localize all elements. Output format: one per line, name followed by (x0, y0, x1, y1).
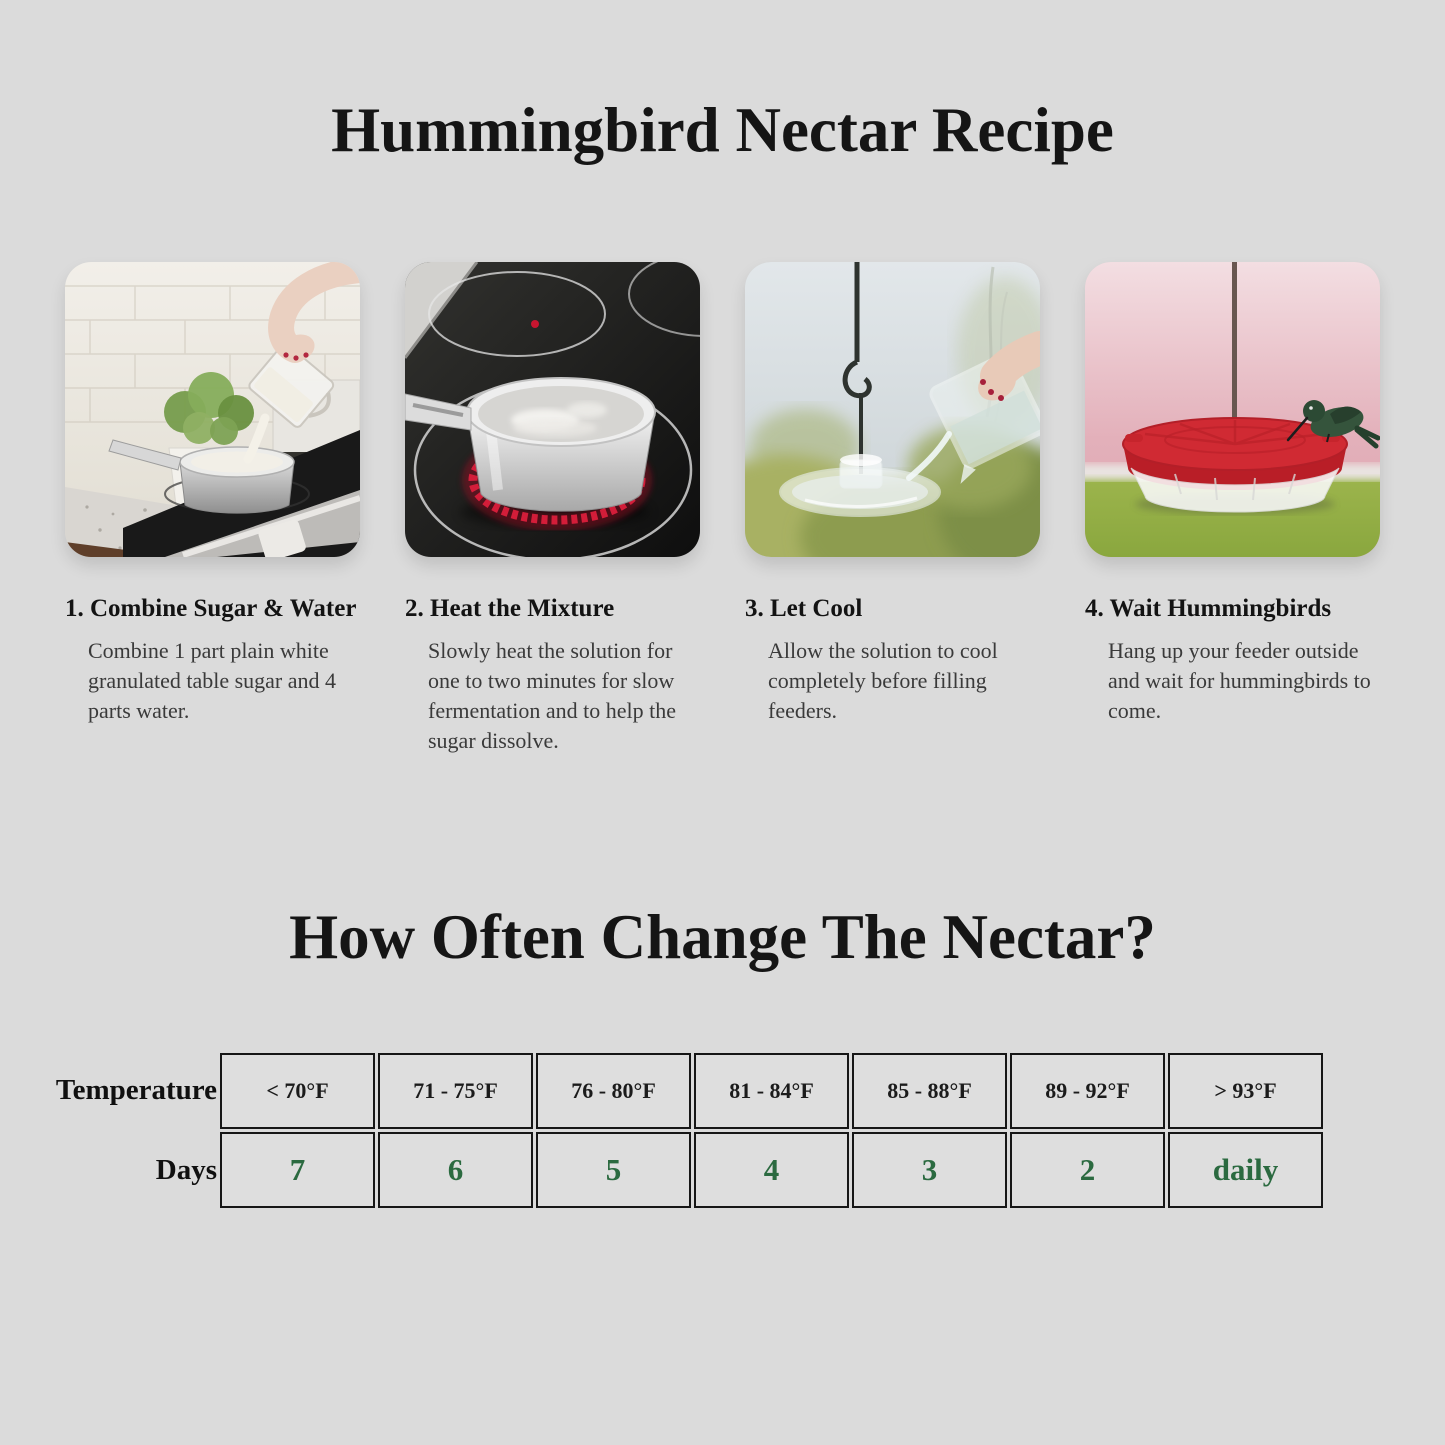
step-4-photo-wait-hummingbirds (1085, 262, 1380, 557)
hanger-rod (1232, 262, 1237, 430)
step-4 (1085, 262, 1380, 756)
step-description: Slowly heat the solution for one to two minutes for slow fermentation and to help the sugar dissolve. (428, 638, 677, 753)
row-label-days: Days (155, 1153, 217, 1186)
step-1-photo-combine-sugar-water (65, 262, 360, 557)
temperature-cell: 71 - 75°F (378, 1053, 533, 1129)
section-title: How Often Change The Nectar? (289, 902, 1156, 972)
temperature-row (220, 1053, 1323, 1129)
schedule-row-labels (20, 1050, 217, 1213)
step-3-photo-let-cool (745, 262, 1040, 557)
row-label-temperature: Temperature (55, 1073, 217, 1106)
schedule-table (217, 1050, 1326, 1211)
temperature-cell: > 93°F (1168, 1053, 1323, 1129)
step-2-photo-heat-mixture (405, 262, 700, 557)
step-2 (405, 262, 700, 756)
step-description: Hang up your feeder outside and wait for hummingbirds to come. (1108, 638, 1371, 723)
temperature-cell: 76 - 80°F (536, 1053, 691, 1129)
steps-row (65, 262, 1380, 756)
days-row (220, 1132, 1323, 1208)
step-description: Allow the solution to cool completely before filling feeders. (768, 638, 998, 723)
boiling-pan-on-cooktop-illustration (405, 262, 700, 557)
days-cell: 7 (220, 1132, 375, 1208)
temperature-cell: 81 - 84°F (694, 1053, 849, 1129)
temperature-cell: 85 - 88°F (852, 1053, 1007, 1129)
kitchen-pouring-sugar-illustration (65, 262, 360, 557)
step-heading: 1. Combine Sugar & Water (65, 595, 357, 622)
step-heading: 2. Heat the Mixture (405, 595, 615, 622)
step-description: Combine 1 part plain white granulated table sugar and 4 parts water. (88, 638, 337, 723)
days-cell: 4 (694, 1132, 849, 1208)
temperature-cell: < 70°F (220, 1053, 375, 1129)
days-cell: 5 (536, 1132, 691, 1208)
page-title: Hummingbird Nectar Recipe (331, 95, 1114, 165)
days-cell: 6 (378, 1132, 533, 1208)
pouring-into-feeder-outdoors-illustration (745, 262, 1040, 557)
days-cell: 2 (1010, 1132, 1165, 1208)
days-cell: daily (1168, 1132, 1323, 1208)
hummingbird-at-feeder-illustration (1085, 262, 1380, 557)
step-heading: 3. Let Cool (745, 595, 863, 622)
step-3 (745, 262, 1040, 756)
nectar-change-schedule (20, 1050, 1326, 1213)
temperature-cell: 89 - 92°F (1010, 1053, 1165, 1129)
step-1 (65, 262, 360, 756)
days-cell: 3 (852, 1132, 1007, 1208)
step-heading: 4. Wait Hummingbirds (1085, 595, 1332, 622)
